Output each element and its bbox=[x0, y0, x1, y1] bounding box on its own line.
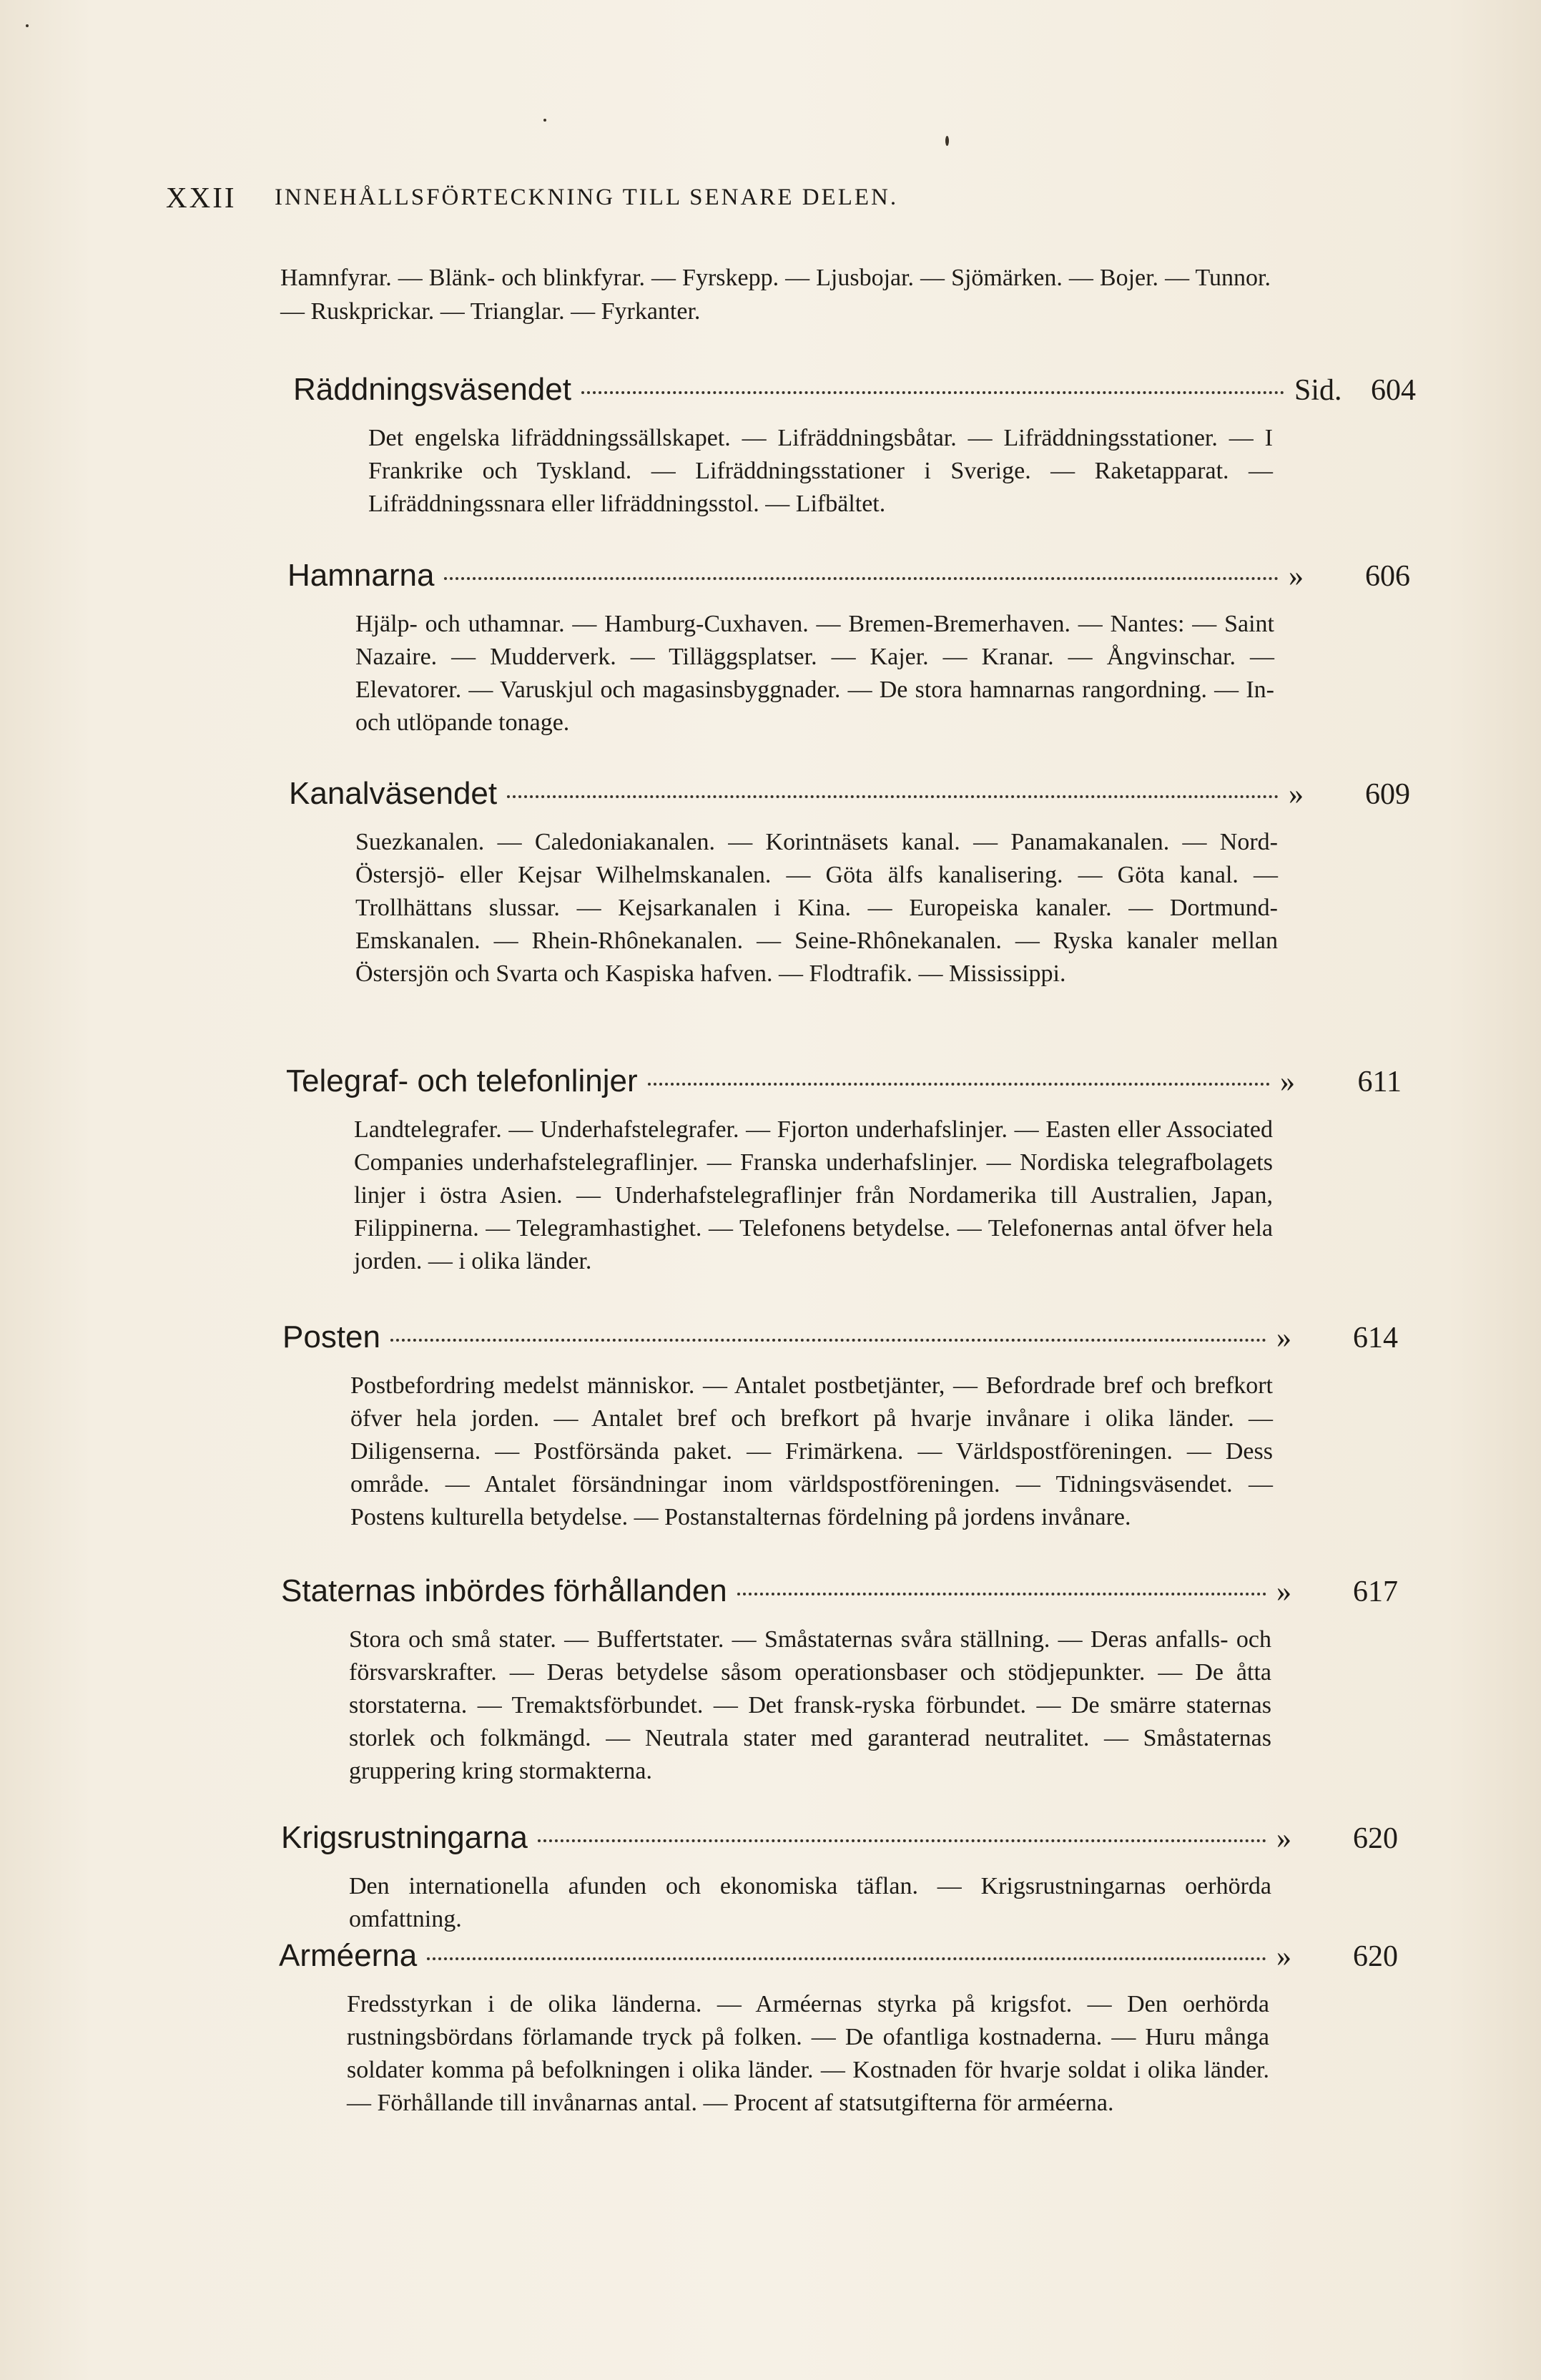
page-number-ref: 609 bbox=[1365, 778, 1410, 811]
toc-entry bbox=[281, 1573, 1398, 1788]
toc-page-ref bbox=[1280, 1065, 1402, 1099]
toc-entry bbox=[279, 1938, 1398, 2120]
paper-speck bbox=[945, 136, 949, 146]
toc-entry-title: Krigsrustningarna bbox=[281, 1820, 528, 1855]
toc-subtopics: Hjälp- och uthamnar. — Hamburg-Cuxhaven. — Bremen-Bremerhaven. — Nantes: — Saint Nazaire. — Mudderverk. — Tilläggsplatser. — Kajer. — Kranar. — Ångvinschar. — Elevatorer. — Varuskjul och magasinsbyggnader. — De stora hamnarnas rangordning. — In- och utlöpande tonage. bbox=[355, 611, 1274, 736]
toc-page-ref bbox=[1276, 1939, 1398, 1974]
page-marker: » bbox=[1276, 1575, 1291, 1608]
toc-subtopics: Det engelska lifräddningssällskapet. — Lifräddningsbåtar. — Lifräddningsstationer. — I Frankrike och Tyskland. — Lifräddningsstationer i Sverige. — Raketapparat. — Lifräddningssnara eller lifräddningsstol. — Lifbältet. bbox=[368, 425, 1273, 517]
toc-page-ref bbox=[1289, 559, 1410, 594]
page-number-ref: 606 bbox=[1365, 560, 1410, 593]
page-marker: » bbox=[1289, 560, 1304, 593]
page-number-ref: 620 bbox=[1353, 1940, 1398, 1973]
toc-entry bbox=[286, 1063, 1402, 1278]
toc-page-ref bbox=[1276, 1575, 1398, 1609]
toc-entry-line bbox=[279, 1938, 1398, 1988]
page-header bbox=[166, 180, 1281, 223]
paper-speck bbox=[543, 119, 546, 122]
toc-entry-title: Kanalväsendet bbox=[289, 776, 498, 811]
dot-leader bbox=[444, 577, 1279, 580]
toc-entry-line bbox=[281, 1573, 1398, 1623]
toc-entry-title: Telegraf- och telefonlinjer bbox=[286, 1063, 638, 1098]
page-marker: » bbox=[1276, 1822, 1291, 1855]
toc-entry-line bbox=[287, 558, 1410, 608]
toc-entry bbox=[282, 1319, 1398, 1534]
dot-leader bbox=[581, 391, 1284, 394]
dot-leader bbox=[427, 1957, 1266, 1960]
page-marker: » bbox=[1276, 1940, 1291, 1973]
page-number-ref: 617 bbox=[1353, 1575, 1398, 1608]
toc-subtopics: Suezkanalen. — Caledoniakanalen. — Korintnäsets kanal. — Panamakanalen. — Nord-Östersjö- eller Kejsar Wilhelmskanalen. — Göta älfs kanalisering. — Göta kanal. — Trollhättans slussar. — Kejsarkanalen i Kina. — Europeiska kanaler. — Dortmund-Emskanalen. — Rhein-Rhônekanalen. — Seine-Rhônekanalen. — Ryska kanaler mellan Östersjön och Svarta och Kaspiska hafven. — Flodtrafik. — Mississippi. bbox=[355, 829, 1278, 987]
toc-entry-line bbox=[282, 1319, 1398, 1370]
toc-subtopics: Hamnfyrar. — Blänk- och blinkfyrar. — Fyrskepp. — Ljusbojar. — Sjömärken. — Bojer. — Tunnor. — Ruskprickar. — Trianglar. — Fyrkanter. bbox=[280, 265, 1271, 325]
page-marker: » bbox=[1289, 778, 1304, 811]
dot-leader bbox=[538, 1839, 1266, 1842]
toc-entry-title: Hamnarna bbox=[287, 558, 435, 593]
page-marker: Sid. bbox=[1294, 374, 1342, 407]
page-number-ref: 611 bbox=[1357, 1066, 1402, 1098]
toc-entry-title: Posten bbox=[282, 1319, 380, 1354]
toc-entry-line bbox=[293, 372, 1416, 422]
toc-page-ref bbox=[1276, 1821, 1398, 1856]
page-number: XXII bbox=[166, 181, 237, 214]
toc-entry-line bbox=[289, 776, 1410, 826]
page-number-ref: 620 bbox=[1353, 1822, 1398, 1855]
toc-subtopics: Landtelegrafer. — Underhafstelegrafer. — Fjorton underhafslinjer. — Easten eller Associated Companies underhafstelegraflinjer. — Franska underhafslinjer. — Nordiska telegrafbolagets linjer i östra Asien. — Underhafstelegraflinjer från Nordamerika till Australien, Japan, Filippinerna. — Telegramhastighet. — Telefonens betydelse. — Telefonernas antal öfver hela jorden. — i olika länder. bbox=[354, 1116, 1273, 1274]
dot-leader bbox=[390, 1339, 1266, 1342]
toc-page-ref bbox=[1289, 777, 1410, 812]
toc-entry-line bbox=[286, 1063, 1402, 1113]
toc-entry-line bbox=[281, 1820, 1398, 1870]
toc-entry-title: Arméerna bbox=[279, 1938, 418, 1973]
dot-leader bbox=[737, 1593, 1266, 1595]
toc-subtopics: Stora och små stater. — Buffertstater. — Småstaternas svåra ställning. — Deras anfalls- och försvarskrafter. — Deras betydelse såsom operationsbaser och stödjepunkter. — De åtta storstaterna. — Tremaktsförbundet. — Det fransk-ryska förbundet. — De smärre staternas storlek och folkmängd. — Neutrala stater med garanterad neutralitet. — Småstaternas gruppering kring stormakterna. bbox=[349, 1626, 1271, 1784]
toc-entry bbox=[281, 1820, 1398, 1936]
dot-leader bbox=[648, 1083, 1270, 1086]
toc-intro-block bbox=[280, 261, 1541, 328]
toc-page-ref bbox=[1294, 373, 1416, 408]
toc-subtopics: Postbefordring medelst människor. — Antalet postbetjänter, — Befordrade bref och brefkort öfver hela jorden. — Antalet bref och brefkort på hvarje invånare i olika länder. — Diligenserna. — Postförsända paket. — Frimärkena. — Världspostföreningen. — Dess område. — Antalet försändningar inom världspostföreningen. — Tidningsväsendet. — Postens kulturella betydelse. — Postanstalternas fördelning på jordens invånare. bbox=[350, 1372, 1273, 1530]
toc-subtopics: Den internationella afunden och ekonomiska täflan. — Krigsrustningarnas oerhörda omfattning. bbox=[349, 1873, 1271, 1932]
paper-speck bbox=[26, 24, 29, 27]
running-title: INNEHÅLLSFÖRTECKNING TILL SENARE DELEN. bbox=[275, 185, 899, 210]
toc-entry-title: Staternas inbördes förhållanden bbox=[281, 1573, 727, 1608]
toc-page-ref bbox=[1276, 1321, 1398, 1355]
page-marker: » bbox=[1280, 1066, 1295, 1098]
toc-entry bbox=[287, 558, 1410, 739]
page-number-ref: 614 bbox=[1353, 1322, 1398, 1354]
dot-leader bbox=[507, 795, 1279, 798]
toc-entry-title: Räddningsväsendet bbox=[293, 372, 571, 407]
toc-entry bbox=[289, 776, 1410, 990]
toc-entry bbox=[293, 372, 1416, 521]
page-marker: » bbox=[1276, 1322, 1291, 1354]
toc-subtopics: Fredsstyrkan i de olika länderna. — Arméernas styrka på krigsfot. — Den oerhörda rustningsbördans förlamande tryck på folken. — De ofantliga kostnaderna. — Huru många soldater komma på befolkningen i olika länder. — Kostnaden för hvarje soldat i olika länder. — Förhållande till invånarnas antal. — Procent af statsutgifterna för arméerna. bbox=[347, 1991, 1269, 2116]
page-number-ref: 604 bbox=[1371, 374, 1416, 407]
